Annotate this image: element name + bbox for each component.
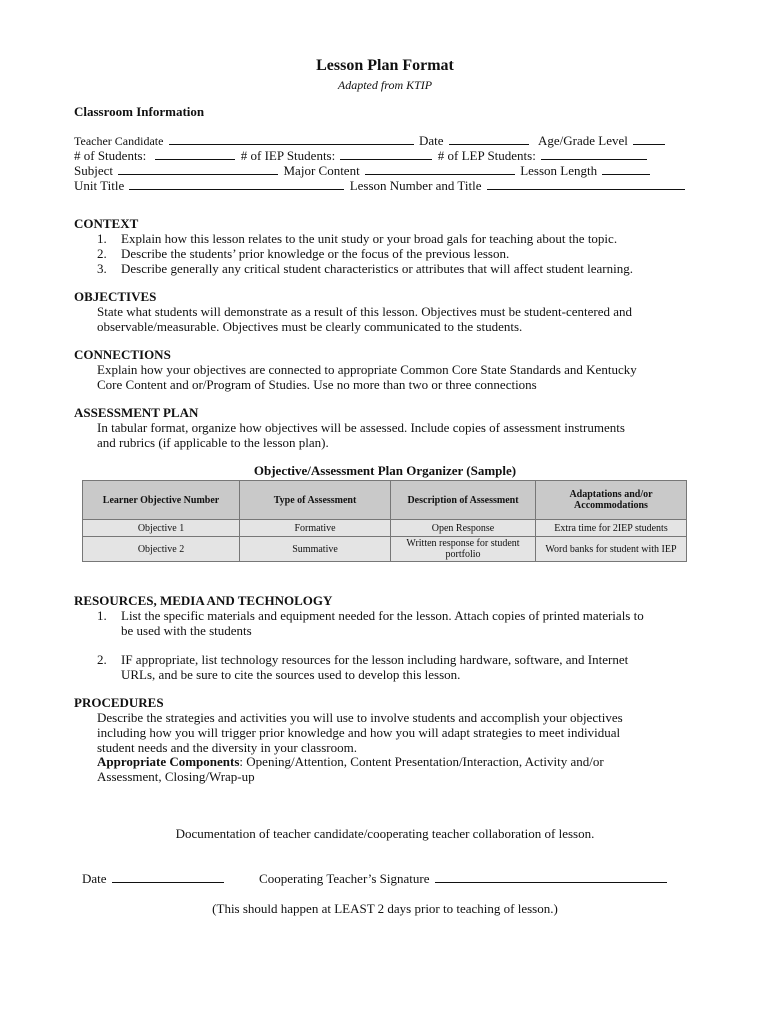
table-cell: Open Response xyxy=(391,520,536,537)
components-text: : Opening/Attention, Content Presentation/Interaction, Activity and/or xyxy=(239,754,604,769)
components-label: Appropriate Components xyxy=(97,754,240,769)
resources-item-text: List the specific materials and equipment needed for the lesson. Attach copies of printed materials to xyxy=(121,608,644,623)
connections-text: Explain how your objectives are connected to appropriate Common Core State Standards and Kentucky xyxy=(97,362,637,377)
assessment-text: In tabular format, organize how objectives will be assessed. Include copies of assessment instruments xyxy=(97,420,625,435)
table-cell: Extra time for 2IEP students xyxy=(535,520,686,537)
date-label: Date xyxy=(418,133,444,148)
page-title: Lesson Plan Format xyxy=(316,57,454,74)
unit-title-label: Unit Title xyxy=(74,178,125,193)
num-lep-label: # of LEP Students: xyxy=(437,148,536,163)
context-item-num: 1. xyxy=(97,231,107,246)
unit-title-field[interactable] xyxy=(129,178,344,190)
procedures-heading: PROCEDURES xyxy=(74,695,164,710)
num-students-label: # of Students: xyxy=(74,148,147,163)
context-item-text: Explain how this lesson relates to the unit study or your broad gals for teaching about the topic. xyxy=(121,231,618,246)
connections-text: Core Content and or/Program of Studies. Use no more than two or three connections xyxy=(97,377,537,392)
num-students-field[interactable] xyxy=(155,148,235,160)
table-row xyxy=(83,520,687,537)
resources-item-text: IF appropriate, list technology resources for the lesson including hardware, software, and Internet xyxy=(121,652,629,667)
organizer-table xyxy=(82,480,687,562)
table-cell: Summative xyxy=(240,537,391,562)
subject-field[interactable] xyxy=(118,163,278,175)
lesson-length-label: Lesson Length xyxy=(520,163,598,178)
objectives-text: State what students will demonstrate as a result of this lesson. Objectives must be student-centered and xyxy=(97,304,633,319)
resources-item-num: 2. xyxy=(97,652,107,667)
assessment-heading: ASSESSMENT PLAN xyxy=(74,405,199,420)
resources-item-text: URLs, and be sure to cite the sources used to develop this lesson. xyxy=(121,667,461,682)
footer-date-field[interactable] xyxy=(112,871,224,883)
table-cell: Objective 1 xyxy=(83,520,240,537)
footer-date-label: Date xyxy=(82,871,107,886)
lesson-number-title-field[interactable] xyxy=(487,178,685,190)
subject-label: Subject xyxy=(74,163,113,178)
objectives-heading: OBJECTIVES xyxy=(74,289,157,304)
timing-note: (This should happen at LEAST 2 days prior to teaching of lesson.) xyxy=(212,901,558,916)
table-cell: Word banks for student with IEP xyxy=(535,537,686,562)
table-row xyxy=(83,537,687,562)
column-header: Learner Objective Number xyxy=(83,481,240,520)
organizer-table-title: Objective/Assessment Plan Organizer (Sample) xyxy=(253,463,517,478)
lesson-length-field[interactable] xyxy=(602,163,650,175)
context-item-text: Describe generally any critical student characteristics or attributes that will affect student learning. xyxy=(121,261,633,276)
objectives-text: observable/measurable. Objectives must be clearly communicated to the students. xyxy=(97,319,523,334)
students-row xyxy=(74,148,649,164)
resources-heading: RESOURCES, MEDIA AND TECHNOLOGY xyxy=(74,593,333,608)
classroom-heading: Classroom Information xyxy=(74,104,205,119)
date-field[interactable] xyxy=(449,133,529,145)
teacher-candidate-row xyxy=(74,133,667,149)
table-cell: Written response for student portfolio xyxy=(391,537,536,562)
table-header-row xyxy=(83,481,687,520)
age-grade-label: Age/Grade Level xyxy=(538,133,628,148)
major-content-label: Major Content xyxy=(283,163,360,178)
context-heading: CONTEXT xyxy=(74,216,139,231)
resources-item-num: 1. xyxy=(97,608,107,623)
teacher-candidate-field[interactable] xyxy=(169,133,414,145)
subject-row xyxy=(74,163,652,179)
assessment-text: and rubrics (if applicable to the lesson plan). xyxy=(97,435,329,450)
context-item-text: Describe the students’ prior knowledge or the focus of the previous lesson. xyxy=(121,246,510,261)
procedures-text: Describe the strategies and activities you will use to involve students and accomplish your objectives xyxy=(97,710,623,725)
column-header: Type of Assessment xyxy=(240,481,391,520)
date-signature-row xyxy=(82,871,669,887)
num-iep-label: # of IEP Students: xyxy=(240,148,336,163)
signature-label: Cooperating Teacher’s Signature xyxy=(259,871,430,886)
context-item-num: 2. xyxy=(97,246,107,261)
documentation-line: Documentation of teacher candidate/cooperating teacher collaboration of lesson. xyxy=(175,826,595,841)
procedures-text: including how you will trigger prior knowledge and how you will adapt strategies to meet individual xyxy=(97,725,621,740)
teacher-candidate-label: Teacher Candidate xyxy=(74,134,164,148)
context-item-num: 3. xyxy=(97,261,107,276)
procedures-text: student needs and the diversity in your classroom. xyxy=(97,740,357,755)
age-grade-field[interactable] xyxy=(633,133,665,145)
resources-item-text: be used with the students xyxy=(121,623,252,638)
procedures-components xyxy=(97,754,604,770)
lesson-number-title-label: Lesson Number and Title xyxy=(349,178,482,193)
page-subtitle: Adapted from KTIP xyxy=(337,78,433,92)
connections-heading: CONNECTIONS xyxy=(74,347,171,362)
major-content-field[interactable] xyxy=(365,163,515,175)
procedures-components-2: Assessment, Closing/Wrap-up xyxy=(97,769,255,784)
signature-field[interactable] xyxy=(435,871,667,883)
column-header: Description of Assessment xyxy=(391,481,536,520)
table-cell: Formative xyxy=(240,520,391,537)
table-cell: Objective 2 xyxy=(83,537,240,562)
num-lep-field[interactable] xyxy=(541,148,647,160)
unit-row xyxy=(74,178,687,194)
column-header: Adaptations and/or Accommodations xyxy=(535,481,686,520)
num-iep-field[interactable] xyxy=(340,148,432,160)
